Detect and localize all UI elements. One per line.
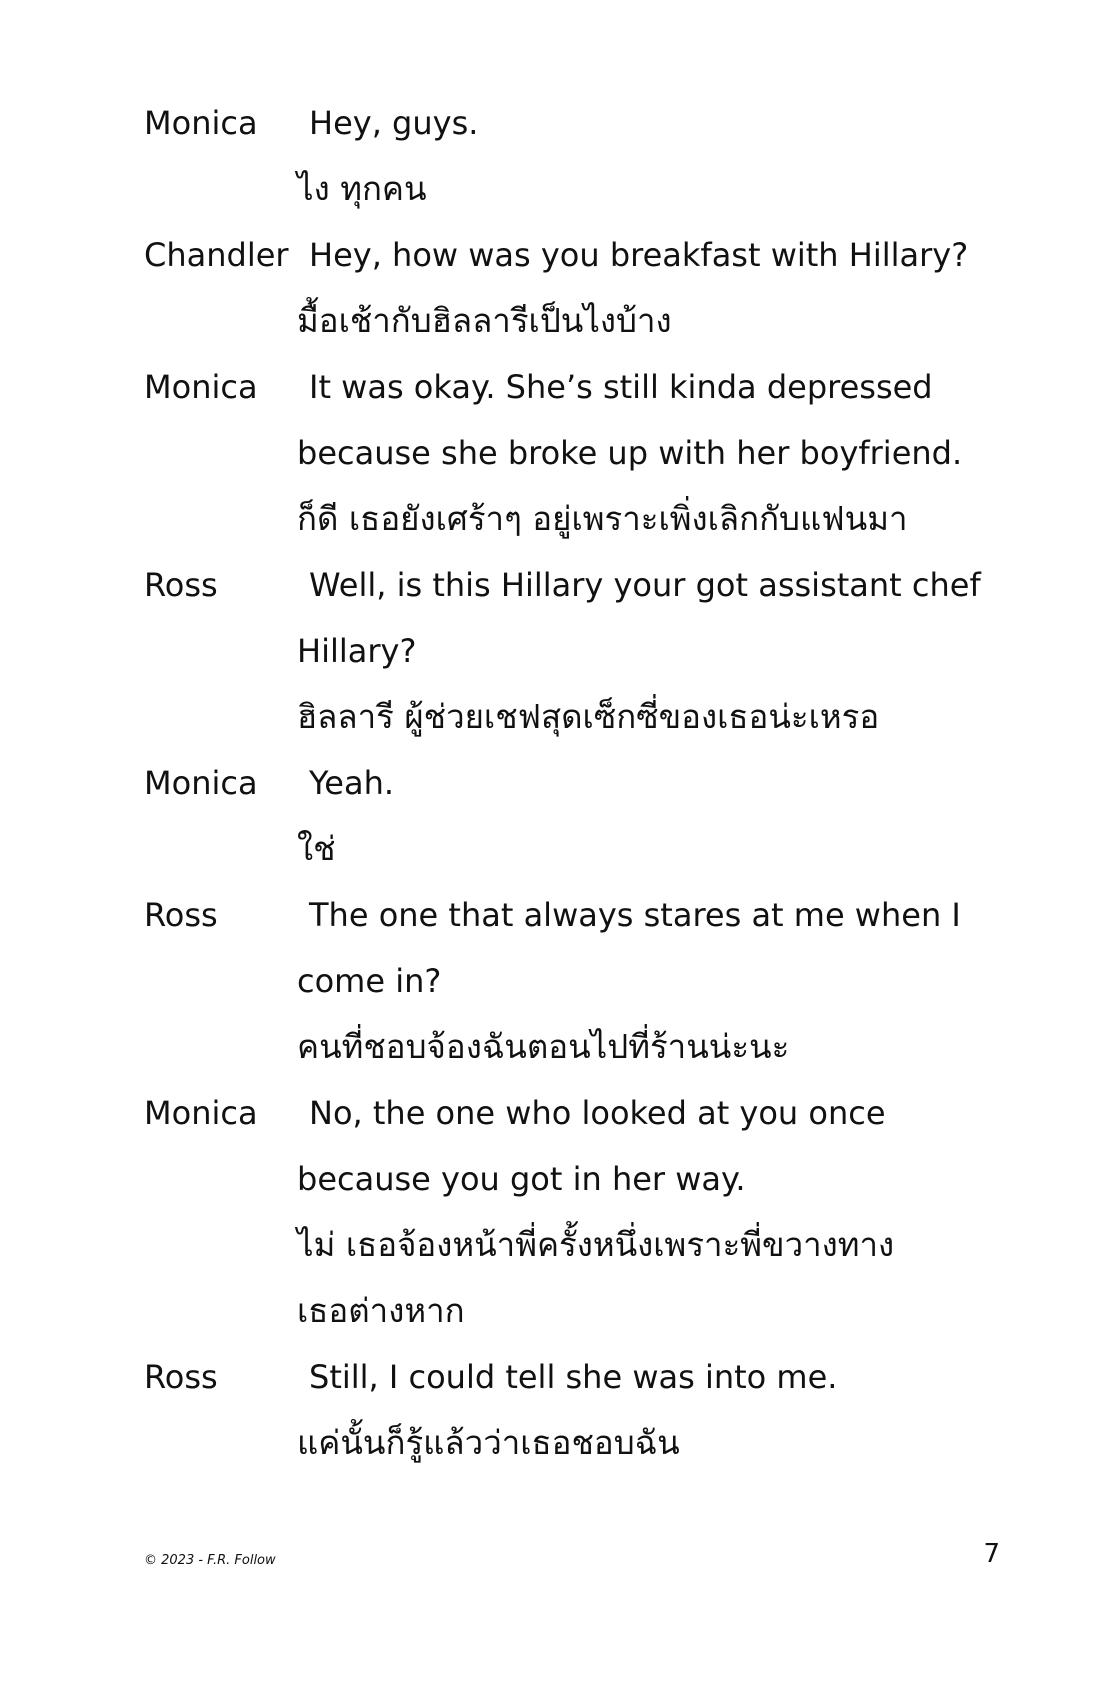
dialogue-line	[0, 1080, 1100, 1146]
translation-line	[0, 486, 1100, 552]
translation-line	[0, 1014, 1100, 1080]
continuation-line	[0, 948, 1100, 1014]
continuation-line	[0, 420, 1100, 486]
dialogue-text: No, the one who looked at you once	[309, 1094, 886, 1132]
dialogue-text: ฮิลลารี ผู้ช่วยเชฟสุดเซ็กซี่ของเธอน่ะเหรอ	[297, 697, 880, 736]
dialogue-text: Hey, guys.	[309, 104, 479, 142]
dialogue-text: Hillary?	[297, 632, 417, 670]
translation-line	[0, 1212, 1100, 1278]
dialogue-text: แค่นั้นก็รู้แล้วว่าเธอชอบฉัน	[297, 1423, 680, 1462]
translation-line	[0, 156, 1100, 222]
dialogue-text: ใช่	[297, 829, 336, 868]
speaker-name: Ross	[144, 896, 218, 934]
translation-line	[0, 288, 1100, 354]
speaker-name: Ross	[144, 566, 218, 604]
dialogue-line	[0, 552, 1100, 618]
dialogue-text: Still, I could tell she was into me.	[309, 1358, 838, 1396]
speaker-name: Chandler	[144, 236, 289, 274]
dialogue-line	[0, 222, 1100, 288]
page-number: 7	[983, 1539, 1000, 1569]
dialogue-text: because she broke up with her boyfriend.	[297, 434, 963, 472]
translation-line	[0, 816, 1100, 882]
dialogue-text: Yeah.	[309, 764, 395, 802]
translation-line	[0, 684, 1100, 750]
dialogue-text: Hey, how was you breakfast with Hillary?	[309, 236, 969, 274]
dialogue-text: ไง ทุกคน	[297, 169, 427, 208]
translation-line	[0, 1278, 1100, 1344]
dialogue-line	[0, 1344, 1100, 1410]
continuation-line	[0, 1146, 1100, 1212]
dialogue-text: It was okay. She’s still kinda depressed	[309, 368, 933, 406]
dialogue-line	[0, 90, 1100, 156]
dialogue-text: Well, is this Hillary your got assistant chef	[309, 566, 981, 604]
dialogue-text: คนที่ชอบจ้องฉันตอนไปที่ร้านน่ะนะ	[297, 1027, 790, 1066]
continuation-line	[0, 618, 1100, 684]
speaker-name: Monica	[144, 368, 258, 406]
translation-line	[0, 1410, 1100, 1476]
dialogue-line	[0, 750, 1100, 816]
dialogue-line	[0, 882, 1100, 948]
dialogue-text: come in?	[297, 962, 442, 1000]
speaker-name: Ross	[144, 1358, 218, 1396]
speaker-name: Monica	[144, 104, 258, 142]
dialogue-text: because you got in her way.	[297, 1160, 746, 1198]
dialogue-text: เธอต่างหาก	[297, 1291, 465, 1330]
dialogue-text: มื้อเช้ากับฮิลลารีเป็นไงบ้าง	[297, 301, 672, 340]
speaker-name: Monica	[144, 764, 258, 802]
dialogue-text: The one that always stares at me when I	[309, 896, 961, 934]
speaker-name: Monica	[144, 1094, 258, 1132]
copyright-notice: © 2023 - F.R. Follow	[144, 1553, 276, 1568]
dialogue-line	[0, 354, 1100, 420]
dialogue-text: ก็ดี เธอยังเศร้าๆ อยู่เพราะเพิ่งเลิกกับแฟนมา	[297, 499, 908, 538]
dialogue-text: ไม่ เธอจ้องหน้าพี่ครั้งหนึ่งเพราะพี่ขวางทาง	[297, 1225, 895, 1264]
